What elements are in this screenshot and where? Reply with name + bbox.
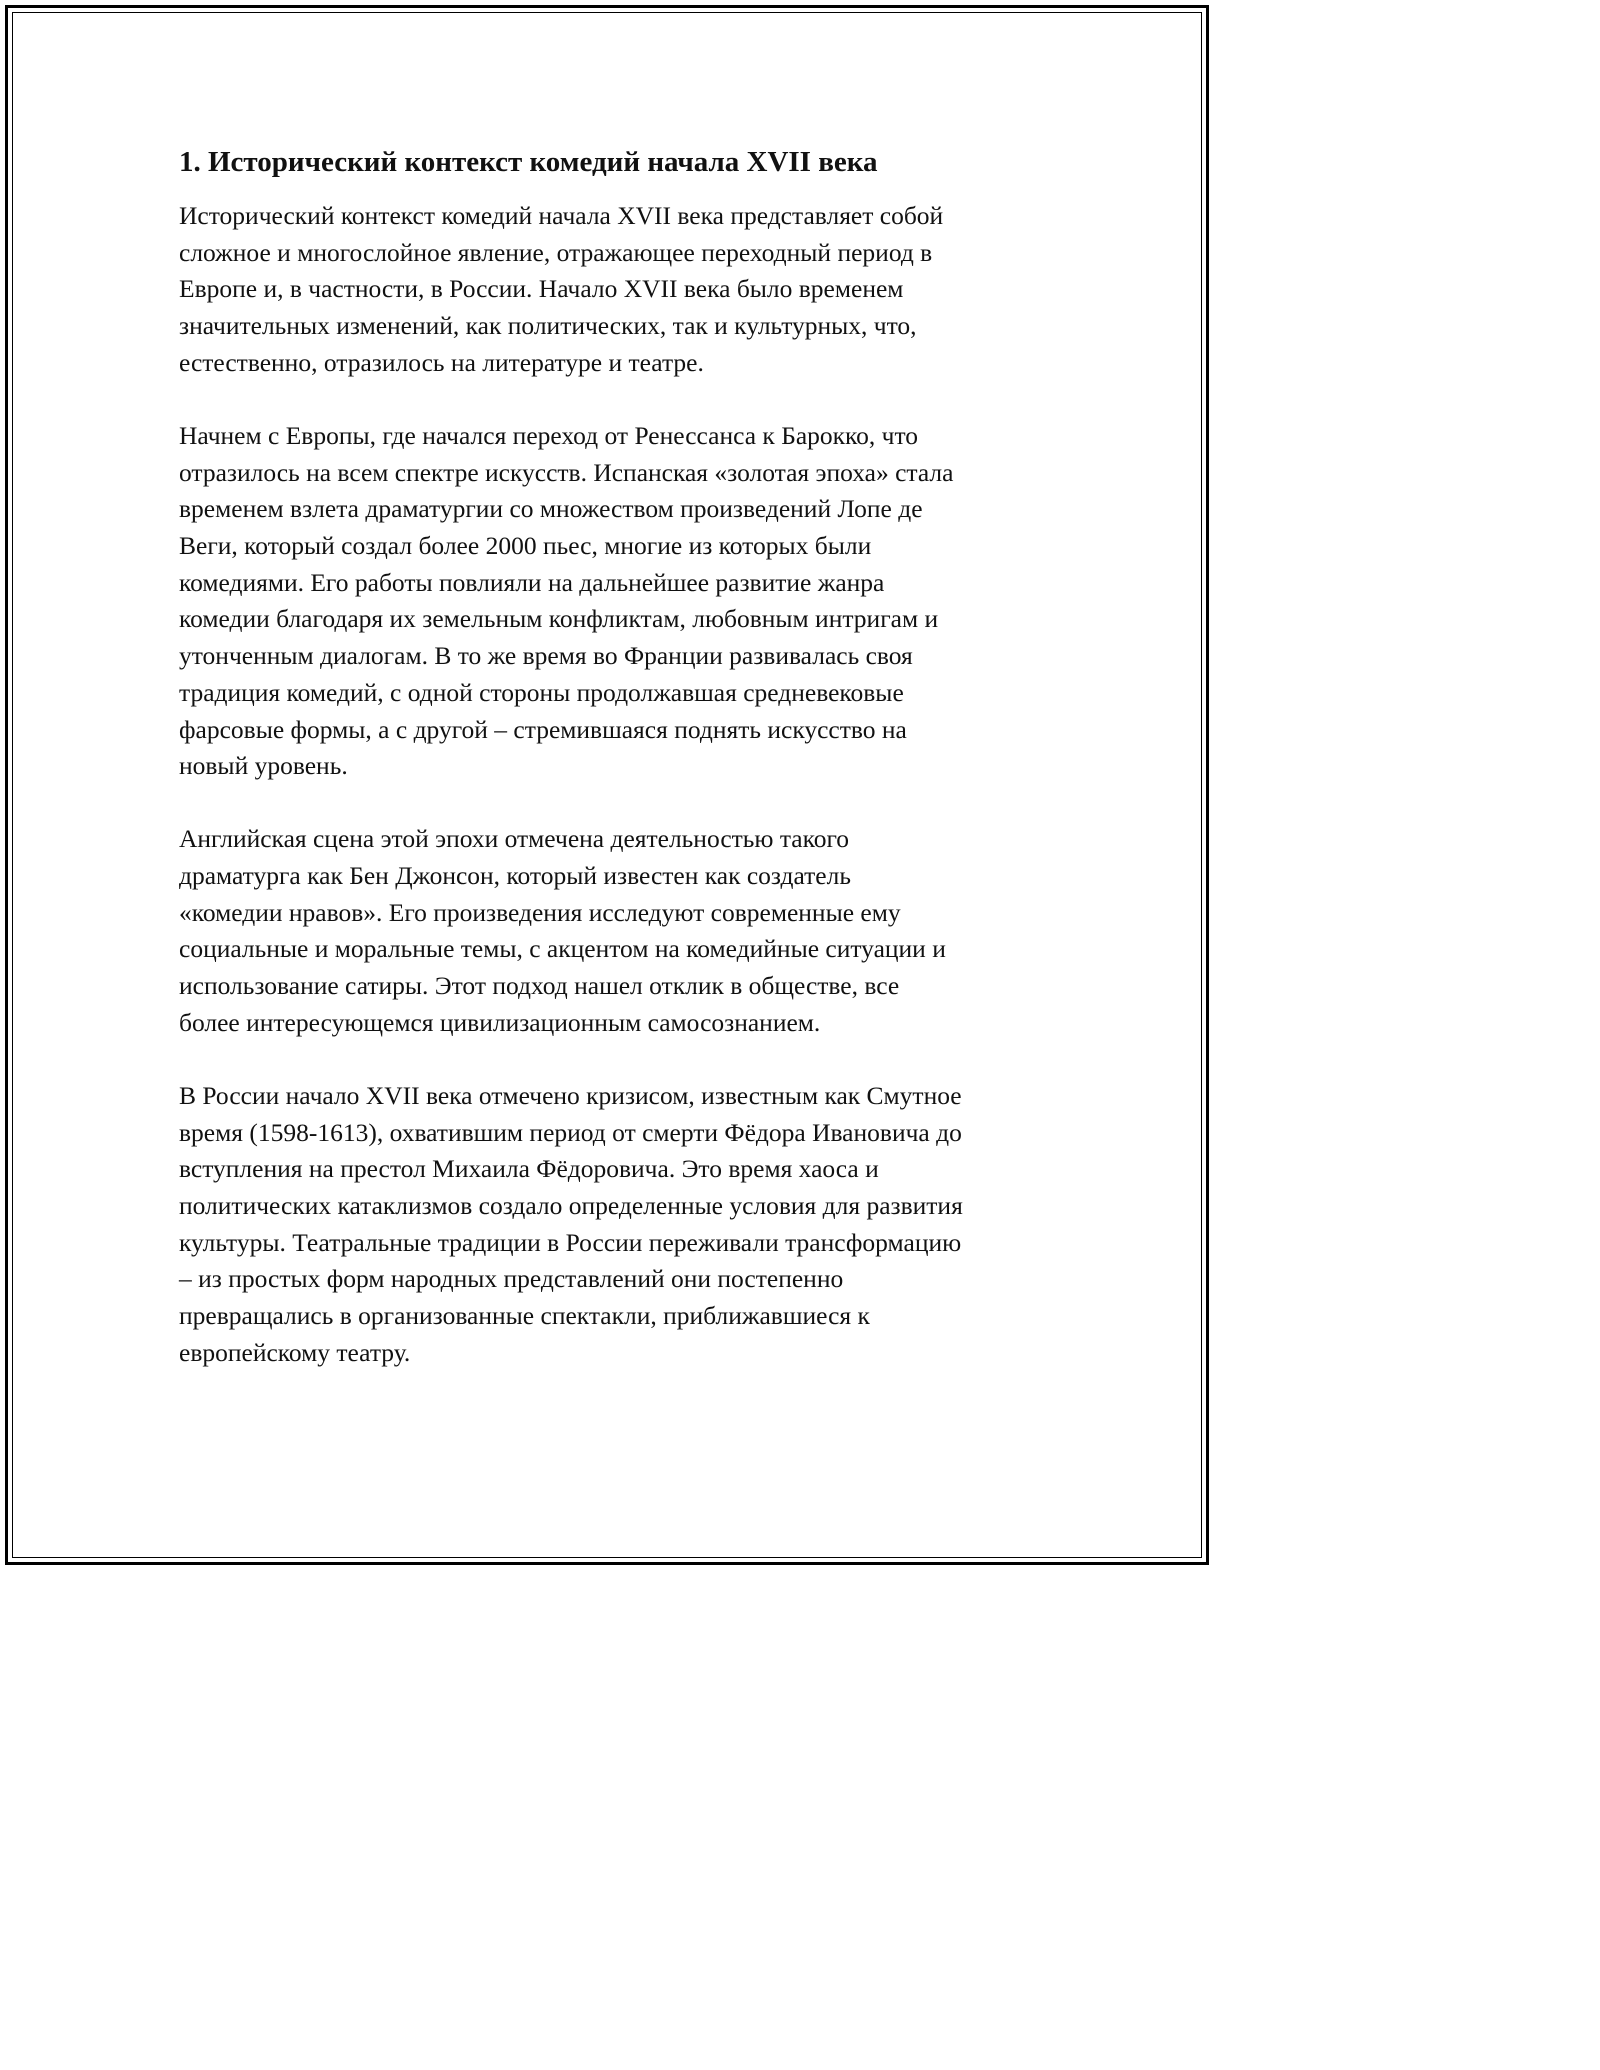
paragraph-4: [179, 1078, 1059, 1372]
paragraph-1: [179, 198, 1059, 382]
text-line: Начнем с Европы, где начался переход от Ренессанса к Барокко, что: [179, 420, 919, 450]
text-line: Европе и, в частности, в России. Начало XVII века было временем: [179, 274, 904, 304]
text-line: комедии благодаря их земельным конфликтам, любовным интригам и: [179, 604, 939, 634]
text-line: вступления на престол Михаила Фёдоровича. Это время хаоса и: [179, 1154, 879, 1184]
paragraph-2: [179, 418, 1059, 785]
document-body: [179, 140, 1059, 1408]
text-line: отразилось на всем спектре искусств. Испанская «золотая эпоха» стала: [179, 457, 954, 487]
section-heading: 1. Исторический контекст комедий начала XVII века: [179, 146, 878, 178]
text-line: естественно, отразилось на литературе и театре.: [179, 347, 704, 377]
text-line: использование сатиры. Этот подход нашел отклик в обществе, все: [179, 971, 900, 1001]
text-line: драматурга как Бен Джонсон, который известен как создатель: [179, 861, 851, 891]
text-line: значительных изменений, как политических, так и культурных, что,: [179, 311, 917, 341]
text-line: – из простых форм народных представлений они постепенно: [179, 1264, 844, 1294]
text-line: Веги, который создал более 2000 пьес, многие из которых были: [179, 531, 872, 561]
text-line: «комедии нравов». Его произведения исследуют современные ему: [179, 897, 901, 927]
text-line: утонченным диалогам. В то же время во Франции развивалась своя: [179, 641, 913, 671]
text-line: новый уровень.: [179, 751, 348, 781]
text-line: Исторический контекст комедий начала XVII века представляет собой: [179, 201, 944, 230]
text-line: Английская сцена этой эпохи отмечена деятельностью такого: [179, 824, 850, 854]
text-line: В России начало XVII века отмечено кризисом, известным как Смутное: [179, 1080, 962, 1110]
paragraph-3: [179, 821, 1059, 1041]
text-line: комедиями. Его работы повлияли на дальнейшее развитие жанра: [179, 567, 885, 597]
text-line: традиция комедий, с одной стороны продолжавшая средневековые: [179, 677, 904, 707]
text-line: фарсовые формы, а с другой – стремившаяся поднять искусство на: [179, 714, 907, 744]
text-line: более интересующемся цивилизационным самосознанием.: [179, 1007, 821, 1037]
text-line: временем взлета драматургии со множеством произведений Лопе де: [179, 494, 923, 524]
text-line: политических катаклизмов создало определенные условия для развития: [179, 1191, 963, 1221]
text-line: социальные и моральные темы, с акцентом на комедийные ситуации и: [179, 934, 946, 964]
text-line: время (1598-1613), охватившим период от смерти Фёдора Ивановича до: [179, 1117, 962, 1147]
text-line: европейскому театру.: [179, 1337, 411, 1367]
text-line: превращались в организованные спектакли, приближавшиеся к: [179, 1301, 870, 1331]
text-line: сложное и многослойное явление, отражающее переходный период в: [179, 237, 933, 267]
text-line: культуры. Театральные традиции в России переживали трансформацию: [179, 1227, 962, 1257]
